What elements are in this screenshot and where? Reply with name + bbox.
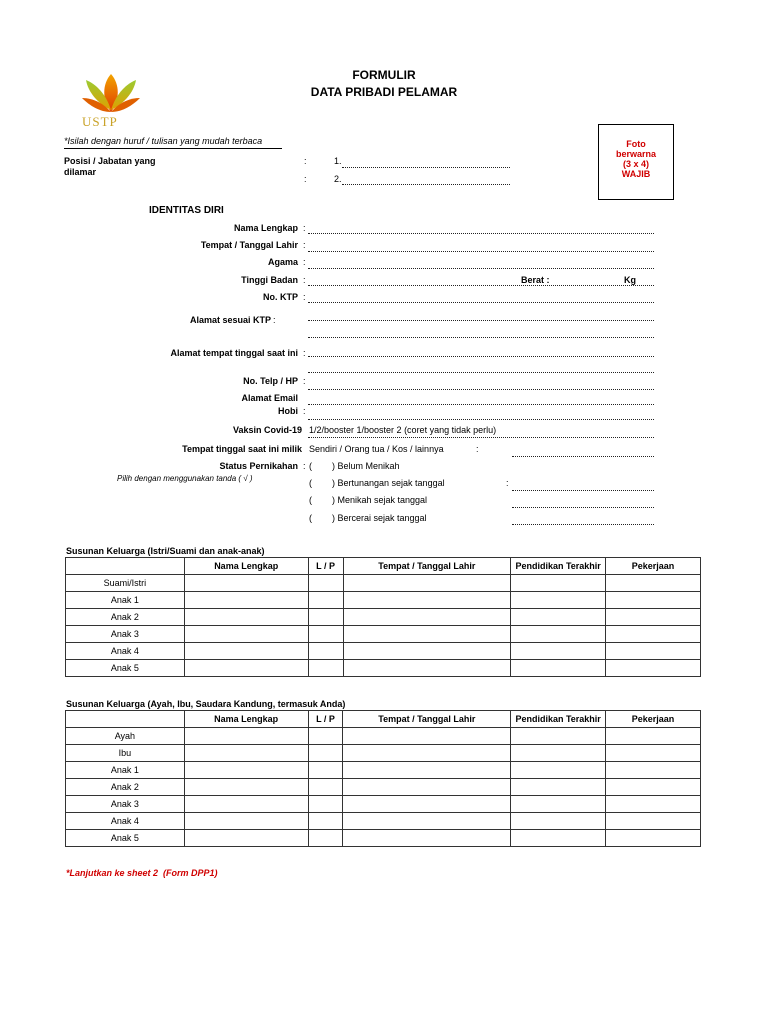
colon-agama: : (303, 257, 306, 267)
position-option-2-label: 2. (334, 174, 342, 184)
table-cell[interactable] (184, 796, 308, 813)
row-label: Anak 5 (66, 660, 185, 677)
label-ktp: No. KTP (263, 292, 298, 302)
instruction-note: *Isilah dengan huruf / tulisan yang mudah terbaca (64, 136, 263, 146)
table-header-cell: Pendidikan Terakhir (511, 558, 606, 575)
table-header-row (66, 711, 701, 728)
table-cell[interactable] (184, 745, 308, 762)
position-colon-2: : (304, 174, 307, 184)
table-row (66, 592, 701, 609)
table-cell[interactable] (606, 609, 701, 626)
photo-box[interactable] (598, 124, 674, 200)
table-cell[interactable] (511, 660, 606, 677)
table-cell[interactable] (343, 660, 511, 677)
table-cell[interactable] (511, 779, 606, 796)
table-cell[interactable] (343, 796, 511, 813)
colon-alamat-ktp: : (273, 315, 276, 325)
label-status: Status Pernikahan (219, 461, 298, 471)
field-agama[interactable] (308, 268, 654, 269)
table-cell[interactable] (184, 575, 308, 592)
table-header-cell: Pekerjaan (606, 558, 701, 575)
photo-line-3: (3 x 4) (622, 159, 649, 169)
table-cell[interactable] (184, 779, 308, 796)
table-cell[interactable] (606, 779, 701, 796)
label-tinggi: Tinggi Badan (241, 275, 298, 285)
table-cell[interactable] (308, 813, 343, 830)
row-label: Anak 2 (66, 609, 185, 626)
row-label: Anak 4 (66, 813, 185, 830)
field-bertunangan-date[interactable] (512, 490, 654, 491)
row-label: Suami/Istri (66, 575, 185, 592)
table-cell[interactable] (606, 626, 701, 643)
label-email: Alamat Email (241, 393, 298, 403)
row-label: Anak 1 (66, 762, 185, 779)
table-cell[interactable] (308, 796, 343, 813)
field-nama[interactable] (308, 233, 654, 234)
table-cell[interactable] (511, 813, 606, 830)
photo-line-2: berwarna (615, 149, 657, 159)
table-cell[interactable] (343, 762, 511, 779)
label-vaksin: Vaksin Covid-19 (232, 425, 302, 435)
table-row (66, 796, 701, 813)
table-cell[interactable] (308, 660, 343, 677)
table-cell[interactable] (511, 745, 606, 762)
table1-title: Susunan Keluarga (Istri/Suami dan anak-anak) (66, 546, 265, 556)
field-bercerai-date[interactable] (512, 524, 654, 525)
table-header-cell: Pekerjaan (606, 711, 701, 728)
row-label: Anak 4 (66, 643, 185, 660)
table-cell[interactable] (343, 609, 511, 626)
table-cell[interactable] (343, 745, 511, 762)
table-cell[interactable] (511, 762, 606, 779)
table-cell[interactable] (308, 762, 343, 779)
table-cell[interactable] (184, 660, 308, 677)
logo-text: USTP (82, 114, 118, 129)
label-telp: No. Telp / HP (243, 376, 298, 386)
table-header-cell: Tempat / Tanggal Lahir (343, 558, 511, 575)
position-option-1-field[interactable] (342, 167, 510, 168)
table-cell[interactable] (606, 745, 701, 762)
table-cell[interactable] (343, 575, 511, 592)
table-cell[interactable] (606, 796, 701, 813)
table-cell[interactable] (308, 626, 343, 643)
table-cell[interactable] (184, 643, 308, 660)
table-cell[interactable] (511, 796, 606, 813)
colon-hobi: : (303, 406, 306, 416)
field-telp[interactable] (308, 389, 654, 390)
status-option-bertunangan[interactable]: ( ) Bertunangan sejak tanggal (309, 478, 445, 488)
field-email[interactable] (308, 404, 654, 405)
table-row (66, 643, 701, 660)
table-cell[interactable] (606, 660, 701, 677)
table-header-row (66, 558, 701, 575)
label-alamat-tinggal: Alamat tempat tinggal saat ini (170, 348, 298, 358)
value-tempat-milik: Sendiri / Orang tua / Kos / lainnya (309, 444, 444, 454)
field-alamat-tinggal-1[interactable] (308, 356, 654, 357)
table-cell[interactable] (343, 779, 511, 796)
position-option-1-label: 1. (334, 156, 342, 166)
field-vaksin-underline (308, 437, 654, 438)
field-ttl[interactable] (308, 251, 654, 252)
table-cell[interactable] (308, 745, 343, 762)
table-cell[interactable] (343, 813, 511, 830)
table-cell[interactable] (606, 830, 701, 847)
table-header-cell: Nama Lengkap (184, 558, 308, 575)
row-label: Anak 3 (66, 796, 185, 813)
table-row (66, 609, 701, 626)
table-row (66, 779, 701, 796)
table-cell[interactable] (511, 728, 606, 745)
label-hobi: Hobi (278, 406, 298, 416)
row-label: Ibu (66, 745, 185, 762)
table-row (66, 728, 701, 745)
form-title (0, 67, 768, 101)
table-row (66, 660, 701, 677)
table-cell[interactable] (606, 728, 701, 745)
table-row (66, 745, 701, 762)
table-cell[interactable] (343, 626, 511, 643)
colon-telp: : (303, 376, 306, 386)
label-berat: Berat : (521, 275, 550, 285)
table-cell[interactable] (308, 592, 343, 609)
row-label: Ayah (66, 728, 185, 745)
position-option-2-field[interactable] (342, 184, 510, 185)
family-table-spouse-children (65, 557, 701, 677)
table2-title: Susunan Keluarga (Ayah, Ibu, Saudara Kandung, termasuk Anda) (66, 699, 346, 709)
table-row (66, 575, 701, 592)
table-header-cell: Nama Lengkap (184, 711, 308, 728)
field-menikah-date[interactable] (512, 507, 654, 508)
row-label: Anak 3 (66, 626, 185, 643)
label-tempat-milik: Tempat tinggal saat ini milik (182, 444, 302, 454)
table-cell[interactable] (308, 830, 343, 847)
colon-tinggi: : (303, 275, 306, 285)
colon-bertunangan: : (506, 478, 509, 488)
status-hint: Pilih dengan menggunakan tanda ( √ ) (117, 474, 253, 483)
field-alamat-tinggal-2[interactable] (308, 372, 654, 373)
table-cell[interactable] (184, 830, 308, 847)
colon-alamat-tinggal: : (303, 348, 306, 358)
table-header-cell (66, 558, 185, 575)
table-cell[interactable] (511, 626, 606, 643)
field-hobi[interactable] (308, 419, 654, 420)
table-cell[interactable] (606, 762, 701, 779)
continue-note: *Lanjutkan ke sheet 2 (Form DPP1) (66, 868, 218, 878)
label-nama: Nama Lengkap (233, 223, 298, 233)
table-cell[interactable] (606, 643, 701, 660)
table-row (66, 626, 701, 643)
colon-ktp: : (303, 292, 306, 302)
label-alamat-ktp: Alamat sesuai KTP (190, 315, 272, 325)
table-header-cell (66, 711, 185, 728)
table-cell[interactable] (308, 609, 343, 626)
table-cell[interactable] (308, 575, 343, 592)
table-cell[interactable] (308, 643, 343, 660)
status-option-menikah[interactable]: ( ) Menikah sejak tanggal (309, 495, 428, 505)
table-cell[interactable] (606, 575, 701, 592)
table-row (66, 762, 701, 779)
table-row (66, 813, 701, 830)
photo-line-4: WAJIB (621, 169, 651, 179)
table-cell[interactable] (511, 592, 606, 609)
family-table-parents-siblings (65, 710, 701, 847)
identity-heading: IDENTITAS DIRI (149, 205, 224, 216)
table-cell[interactable] (184, 813, 308, 830)
field-tinggi[interactable] (308, 285, 654, 286)
table-cell[interactable] (511, 643, 606, 660)
colon-nama: : (303, 223, 306, 233)
row-label: Anak 1 (66, 592, 185, 609)
colon-tempat-milik-lainnya: : (476, 444, 479, 454)
label-ttl: Tempat / Tanggal Lahir (200, 240, 298, 250)
title-line-2: DATA PRIBADI PELAMAR (310, 85, 458, 99)
table-cell[interactable] (184, 626, 308, 643)
status-option-belum-menikah[interactable]: ( ) Belum Menikah (309, 461, 400, 471)
position-label: Posisi / Jabatan yang dilamar (64, 156, 156, 177)
table-cell[interactable] (511, 575, 606, 592)
position-colon-1: : (304, 156, 307, 166)
table-cell[interactable] (343, 592, 511, 609)
table-cell[interactable] (511, 609, 606, 626)
colon-status: : (303, 461, 306, 471)
table-cell[interactable] (308, 728, 343, 745)
table-cell[interactable] (343, 643, 511, 660)
table-header-cell: Pendidikan Terakhir (511, 711, 606, 728)
table-cell[interactable] (308, 779, 343, 796)
table-cell[interactable] (184, 609, 308, 626)
table-header-cell: L / P (308, 558, 343, 575)
table-cell[interactable] (606, 813, 701, 830)
table-cell[interactable] (511, 830, 606, 847)
status-option-bercerai[interactable]: ( ) Bercerai sejak tanggal (309, 513, 427, 523)
table-header-cell: Tempat / Tanggal Lahir (343, 711, 511, 728)
row-label: Anak 2 (66, 779, 185, 796)
field-alamat-ktp-1[interactable] (308, 320, 654, 321)
row-label: Anak 5 (66, 830, 185, 847)
value-vaksin: 1/2/booster 1/booster 2 (coret yang tidak perlu) (309, 425, 497, 435)
label-kg: Kg (624, 275, 636, 285)
table-header-cell: L / P (308, 711, 343, 728)
table-cell[interactable] (184, 728, 308, 745)
photo-line-1: Foto (626, 139, 646, 149)
field-alamat-ktp-2[interactable] (308, 337, 654, 338)
table-cell[interactable] (606, 592, 701, 609)
label-agama: Agama (267, 257, 298, 267)
field-ktp[interactable] (308, 302, 654, 303)
instruction-underline (64, 148, 282, 149)
table-cell[interactable] (184, 592, 308, 609)
table-cell[interactable] (343, 830, 511, 847)
title-line-1: FORMULIR (352, 68, 416, 82)
field-tempat-milik-lainnya[interactable] (512, 456, 654, 457)
table-cell[interactable] (184, 762, 308, 779)
table-cell[interactable] (343, 728, 511, 745)
colon-ttl: : (303, 240, 306, 250)
table-row (66, 830, 701, 847)
